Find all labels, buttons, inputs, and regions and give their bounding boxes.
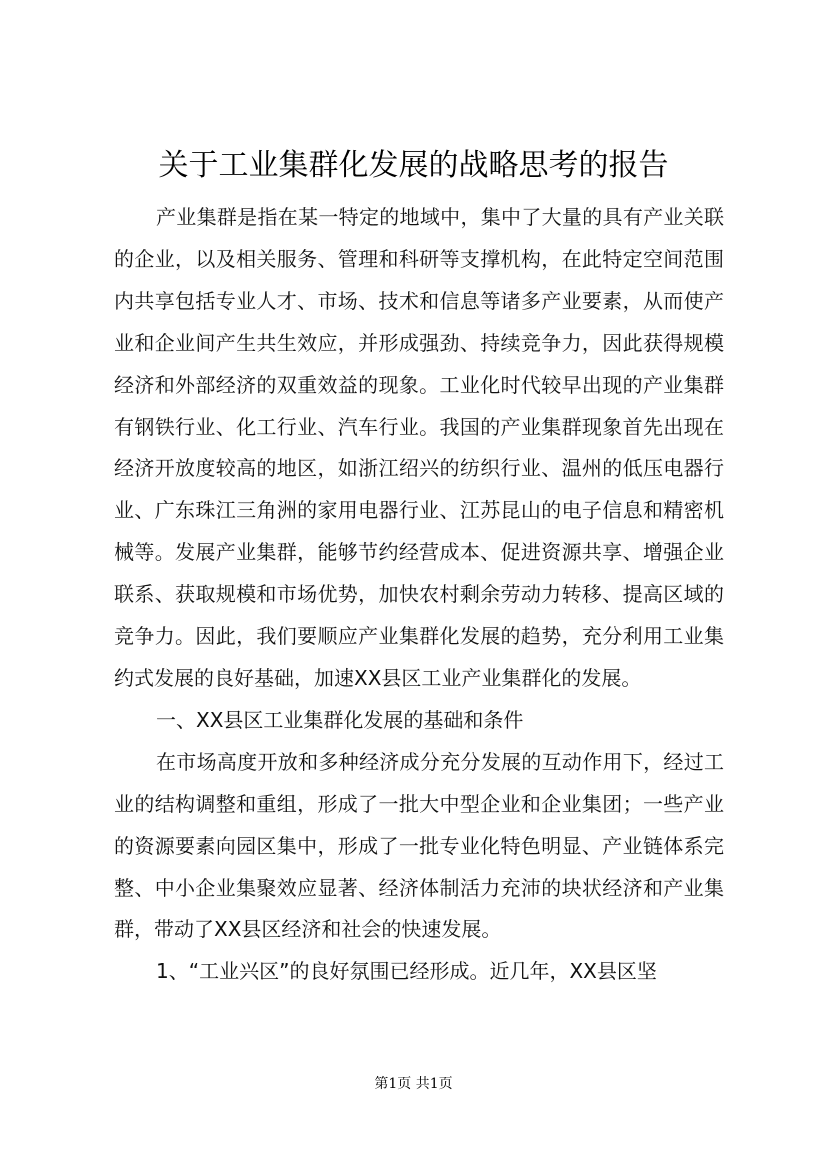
paragraph-intro: 产业集群是指在某一特定的地域中，集中了大量的具有产业关联的企业，以及相关服务、管理和科研等支撑机构，在此特定空间范围内共享包括专业人才、市场、技术和信息等诸多产业要素，从而使产业和企业间产生共生效应，并形成强劲、持续竞争力，因此获得规模经济和外部经济的双重效益的现象。工业化时代较早出现的产业集群有钢铁行业、化工行业、汽车行业。我国的产业集群现象首先出现在经济开放度较高的地区，如浙江绍兴的纺织行业、温州的低压电器行业、广东珠江三角洲的家用电器行业、江苏昆山的电子信息和精密机械等。发展产业集群，能够节约经营成本、促进资源共享、增强企业联系、获取规模和市场优势，加快农村剩余劳动力转移、提高区域的竞争力。因此，我们要顺应产业集群化发展的趋势，充分利用工业集约式发展的良好基础，加速XX县区工业产业集群化的发展。: [114, 205, 724, 690]
section-heading-1: 一、XX县区工业集群化发展的基础和条件: [156, 707, 524, 732]
document-body: [114, 197, 724, 993]
page-number-footer: 第1页 共1页: [374, 1076, 453, 1092]
paragraph-section-1: 在市场高度开放和多种经济成分充分发展的互动作用下，经过工业的结构调整和重组，形成了一批大中型企业和企业集团；一些产业的资源要素向园区集中，形成了一批专业化特色明显、产业链体系完整、中小企业集聚效应显著、经济体制活力充沛的块状经济和产业集群，带动了XX县区经济和社会的快速发展。: [114, 749, 724, 942]
paragraph-item-1: 1、“工业兴区”的良好氛围已经形成。近几年，XX县区坚: [156, 959, 657, 984]
document-title: 关于工业集群化发展的战略思考的报告: [158, 148, 669, 183]
